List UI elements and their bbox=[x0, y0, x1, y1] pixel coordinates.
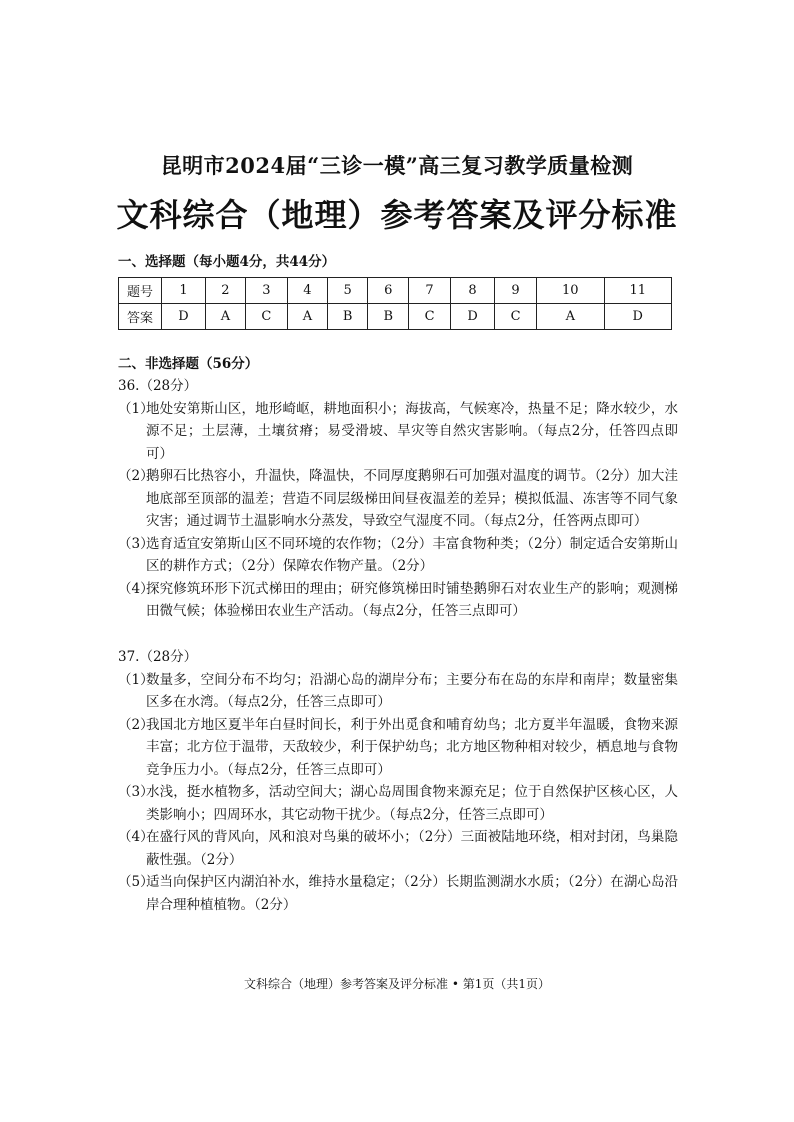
item-text: 水浅，挺水植物多，活动空间大；湖心岛周围食物来源充足；位于自然保护区核心区，人类影响小；四周环水，其它动物干扰少。（每点2分，任答三点即可） bbox=[146, 784, 678, 823]
item-number: （3） bbox=[118, 784, 154, 800]
item-number: （2） bbox=[118, 468, 154, 484]
answer-cell: A bbox=[537, 304, 604, 330]
answer-cell: C bbox=[409, 304, 451, 330]
item-text: 我国北方地区夏半年白昼时间长，利于外出觅食和哺育幼鸟；北方夏半年温暖，食物来源丰富；北方位于温带，天敌较少，利于保护幼鸟；北方地区物种相对较少，栖息地与食物竞争压力小。（每点2分，任答三点即可） bbox=[146, 716, 678, 778]
item-number: （1） bbox=[118, 400, 154, 417]
answer-cell: A bbox=[205, 304, 245, 330]
item-number: （4） bbox=[118, 829, 154, 845]
question-37-title: 37.（28分） bbox=[118, 649, 198, 665]
question-number: 4 bbox=[287, 278, 327, 304]
page-title-line2: 文科综合（地理）参考答案及评分标准 bbox=[116, 196, 678, 234]
answer-item-36-2 bbox=[118, 465, 678, 533]
question-number: 9 bbox=[495, 278, 537, 304]
question-36-title: 36.（28分） bbox=[118, 378, 198, 394]
question-row-label: 题号 bbox=[119, 278, 162, 304]
section1-heading: 一、选择题（每小题4分，共44分） bbox=[118, 254, 336, 270]
item-number: （2） bbox=[118, 716, 154, 733]
question-number: 7 bbox=[409, 278, 451, 304]
question-number: 11 bbox=[604, 278, 671, 304]
item-text: 在盛行风的背风向，风和浪对鸟巢的破坏小；（2分）三面被陆地环绕，相对封闭，鸟巢隐蔽性强。（2分） bbox=[146, 829, 678, 868]
page-title-line1: 昆明市2024届“三诊一模”高三复习教学质量检测 bbox=[160, 153, 634, 178]
answer-item-36-1 bbox=[118, 398, 678, 466]
item-text: 地处安第斯山区，地形崎岖，耕地面积小；海拔高，气候寒冷，热量不足；降水较少，水源不足；土层薄，土壤贫瘠；易受滑坡、旱灾等自然灾害影响。（每点2分，任答四点即可） bbox=[146, 400, 678, 462]
question-37 bbox=[118, 646, 678, 916]
question-number: 2 bbox=[205, 278, 245, 304]
item-text: 选育适宜安第斯山区不同环境的农作物；（2分）丰富食物种类；（2分）制定适合安第斯山区的耕作方式；（2分）保障农作物产量。（2分） bbox=[146, 535, 678, 574]
item-number: （4） bbox=[118, 580, 154, 597]
item-text: 探究修筑环形下沉式梯田的理由；研究修筑梯田时铺垫鹅卵石对农业生产的影响；观测梯田微气候；体验梯田农业生产活动。（每点2分，任答三点即可） bbox=[146, 580, 678, 619]
answer-item-37-5 bbox=[118, 871, 678, 916]
answer-item-36-3 bbox=[118, 533, 678, 578]
question-number-row bbox=[119, 278, 672, 304]
page-footer: 文科综合（地理）参考答案及评分标准 • 第1页（共1页） bbox=[244, 977, 550, 991]
question-number: 3 bbox=[245, 278, 287, 304]
question-number: 1 bbox=[162, 278, 206, 304]
answer-cell: B bbox=[368, 304, 409, 330]
answer-item-37-4 bbox=[118, 826, 678, 871]
answer-row bbox=[119, 304, 672, 330]
item-text: 鹅卵石比热容小，升温快，降温快，不同厚度鹅卵石可加强对温度的调节。（2分）加大洼地底部至顶部的温差；营造不同层级梯田间昼夜温差的差异；模拟低温、冻害等不同气象灾害；通过调节土温影响水分蒸发，导致空气湿度不同。（每点2分，任答两点即可） bbox=[146, 468, 678, 529]
answer-item-36-4 bbox=[118, 578, 678, 623]
answer-cell: B bbox=[327, 304, 368, 330]
question-number: 8 bbox=[451, 278, 495, 304]
item-text: 适当向保护区内湖泊补水，维持水量稳定；（2分）长期监测湖水水质；（2分）在湖心岛沿岸合理种植植物。（2分） bbox=[146, 874, 678, 913]
item-number: （1） bbox=[118, 671, 154, 688]
answer-row-label: 答案 bbox=[119, 304, 162, 330]
answer-item-37-2 bbox=[118, 714, 678, 782]
section2-heading: 二、非选择题（56分） bbox=[118, 356, 259, 372]
answer-cell: D bbox=[604, 304, 671, 330]
answer-cell: D bbox=[162, 304, 206, 330]
item-number: （5） bbox=[118, 874, 154, 890]
item-number: （3） bbox=[118, 535, 154, 552]
answer-cell: C bbox=[245, 304, 287, 330]
answer-cell: D bbox=[451, 304, 495, 330]
answer-table bbox=[118, 277, 672, 330]
answer-cell: C bbox=[495, 304, 537, 330]
question-number: 5 bbox=[327, 278, 368, 304]
item-text: 数量多，空间分布不均匀；沿湖心岛的湖岸分布；主要分布在岛的东岸和南岸；数量密集区多在水湾。（每点2分，任答三点即可） bbox=[146, 671, 678, 710]
answer-cell: A bbox=[287, 304, 327, 330]
question-number: 6 bbox=[368, 278, 409, 304]
question-36 bbox=[118, 375, 678, 623]
answer-item-37-3 bbox=[118, 781, 678, 826]
answer-item-37-1 bbox=[118, 669, 678, 714]
question-number: 10 bbox=[537, 278, 604, 304]
